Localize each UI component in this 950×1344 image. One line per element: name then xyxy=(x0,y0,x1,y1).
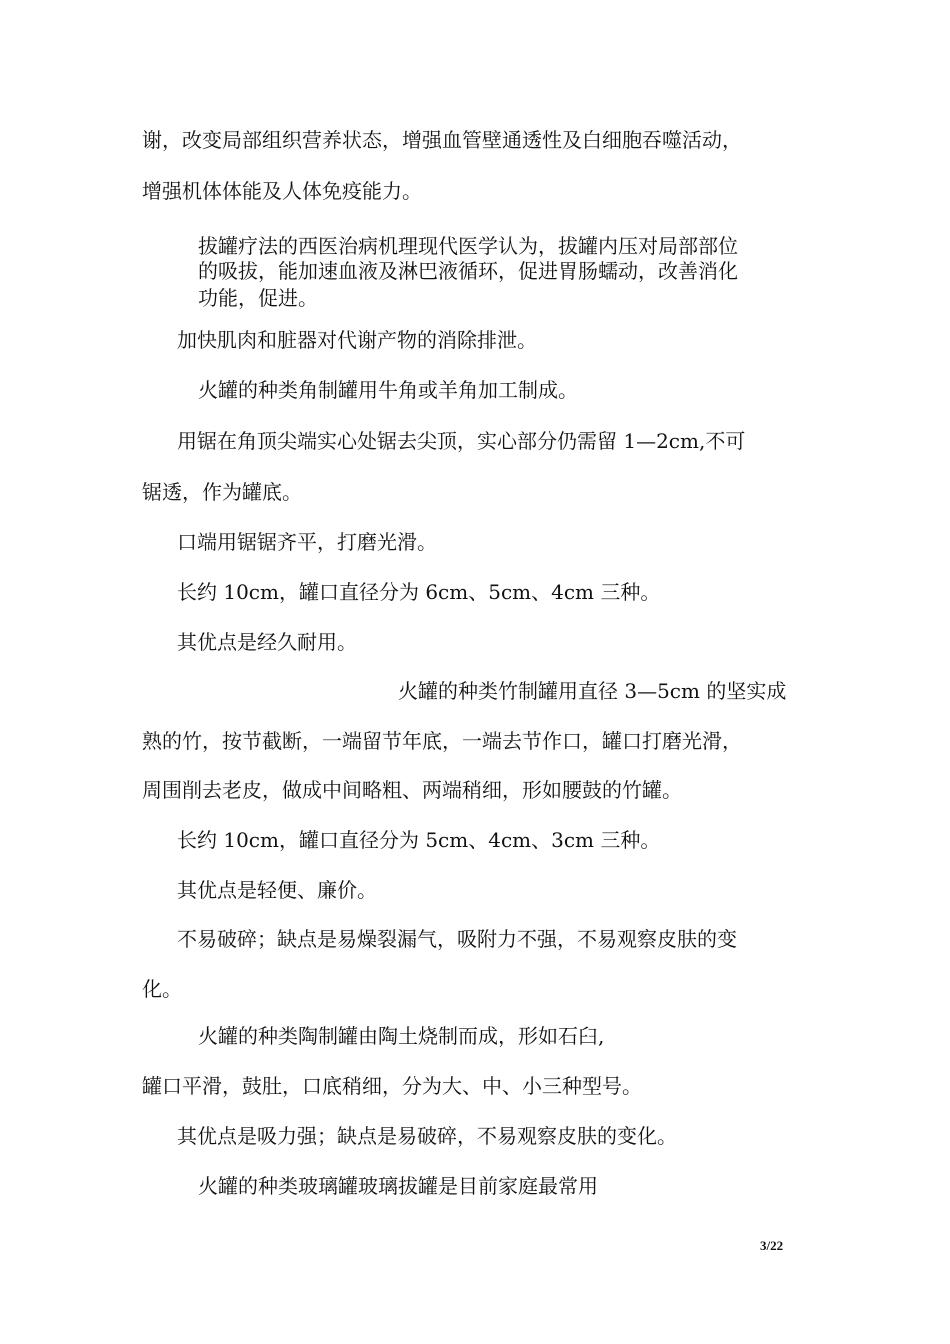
body-line-4: 的吸拔，能加速血液及淋巴液循环，促进胃肠蠕动，改善消化 xyxy=(198,259,738,283)
body-line-14: 熟的竹，按节截断，一端留节年底，一端去节作口，罐口打磨光滑， xyxy=(142,729,742,753)
body-line-11: 长约 10cm，罐口直径分为 6cm、5cm、4cm 三种。 xyxy=(177,580,661,604)
body-line-20: 火罐的种类陶制罐由陶土烧制而成，形如石臼, xyxy=(198,1024,605,1048)
body-line-12: 其优点是经久耐用。 xyxy=(177,630,357,654)
page-number: 3/22 xyxy=(760,1238,784,1253)
body-line-21: 罐口平滑，鼓肚，口底稍细，分为大、中、小三种型号。 xyxy=(142,1074,642,1098)
body-line-10: 口端用锯锯齐平，打磨光滑。 xyxy=(177,530,437,554)
body-line-16: 长约 10cm，罐口直径分为 5cm、4cm、3cm 三种。 xyxy=(177,828,661,852)
body-line-3: 拔罐疗法的西医治病机理现代医学认为，拔罐内压对局部部位 xyxy=(198,234,738,258)
body-line-7: 火罐的种类角制罐用牛角或羊角加工制成。 xyxy=(198,378,578,402)
body-line-1: 谢，改变局部组织营养状态，增强血管壁通透性及白细胞吞噬活动， xyxy=(142,128,742,152)
body-line-19: 化。 xyxy=(142,977,182,1001)
body-line-15: 周围削去老皮，做成中间略粗、两端稍细，形如腰鼓的竹罐。 xyxy=(142,778,682,802)
body-line-9: 锯透，作为罐底。 xyxy=(142,480,302,504)
body-line-6: 加快肌肉和脏器对代谢产物的消除排泄。 xyxy=(177,328,537,352)
body-line-5: 功能，促进。 xyxy=(198,286,318,310)
body-line-17: 其优点是轻便、廉价。 xyxy=(177,878,377,902)
body-line-23: 火罐的种类玻璃罐玻璃拔罐是目前家庭最常用 xyxy=(198,1174,598,1198)
body-line-2: 增强机体体能及人体免疫能力。 xyxy=(142,179,422,203)
body-line-18: 不易破碎；缺点是易燥裂漏气，吸附力不强，不易观察皮肤的变 xyxy=(177,927,737,951)
body-line-8: 用锯在角顶尖端实心处锯去尖顶，实心部分仍需留 1—2cm,不可 xyxy=(177,429,746,453)
body-line-22: 其优点是吸力强；缺点是易破碎，不易观察皮肤的变化。 xyxy=(177,1124,677,1148)
body-line-13: 火罐的种类竹制罐用直径 3—5cm 的坚实成 xyxy=(398,679,787,703)
